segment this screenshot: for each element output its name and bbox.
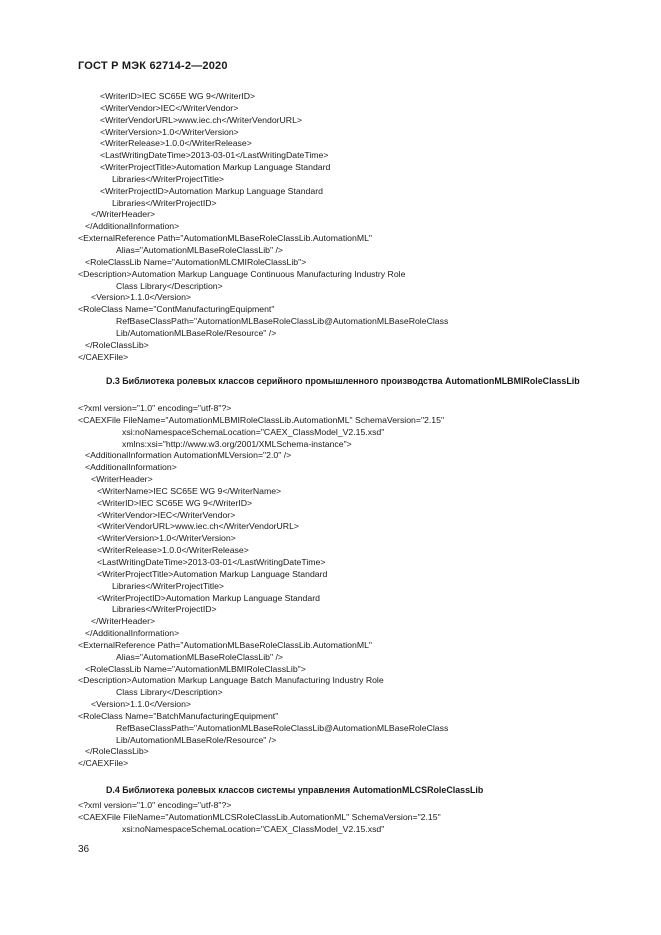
code-line: <WriterVendorURL>www.iec.ch</WriterVendorURL> [100,114,302,125]
code-line: Libraries</WriterProjectID> [112,604,217,615]
page-header: ГОСТ Р МЭК 62714-2—2020 [78,60,228,72]
code-line: Class Library</Description> [116,280,223,291]
section-heading-d3: D.3 Библиотека ролевых классов серийного промышленного производства AutomationMLBMIRoleClassLib [106,376,580,386]
code-line: <Description>Automation Markup Language Batch Manufacturing Industry Role [78,675,384,686]
code-line: <AdditionalInformation> [85,462,177,473]
code-line: </WriterHeader> [91,616,156,627]
code-line: <CAEXFile FileName="AutomationMLCSRoleClassLib.AutomationML" SchemaVersion="2.15" [78,811,441,822]
section-heading-d3-wrap [78,376,638,388]
code-line: <WriterVersion>1.0</WriterVersion> [97,533,236,544]
code-line: <WriterRelease>1.0.0</WriterRelease> [97,545,249,556]
code-line: Libraries</WriterProjectID> [112,197,217,208]
code-line: <LastWritingDateTime>2013-03-01</LastWritingDateTime> [97,556,326,567]
code-line: <RoleClass Name="BatchManufacturingEquipment" [78,710,279,721]
code-line: <?xml version="1.0" encoding="utf-8"?> [78,403,232,413]
code-line: Lib/AutomationMLBaseRole/Resource" /> [116,327,277,338]
code-line: <WriterVendorURL>www.iec.ch</WriterVendorURL> [97,521,299,532]
code-line: </AdditionalInformation> [85,221,180,232]
xml-listing-d4 [78,800,638,836]
code-line: <WriterRelease>1.0.0</WriterRelease> [100,138,252,149]
code-line: <WriterHeader> [91,474,153,485]
code-line: <WriterProjectID>Automation Markup Language Standard [97,592,320,603]
code-line: <RoleClass Name="ContManufacturingEquipment" [78,304,275,315]
code-line: <ExternalReference Path="AutomationMLBaseRoleClassLib.AutomationML" [78,639,372,650]
section-heading-d4-wrap [78,785,638,797]
xml-listing-d2-tail [78,91,638,363]
page-number: 36 [78,844,90,855]
code-line: RefBaseClassPath="AutomationMLBaseRoleClassLib@AutomationMLBaseRoleClass [116,316,449,327]
code-line: <RoleClassLib Name="AutomationMLCMIRoleClassLib"> [85,256,307,267]
code-line: <WriterVendor>IEC</WriterVendor> [97,509,236,520]
code-line: <WriterProjectID>Automation Markup Language Standard [100,185,323,196]
code-line: <WriterProjectTitle>Automation Markup Language Standard [100,162,331,173]
code-line: <CAEXFile FileName="AutomationMLBMIRoleClassLib.AutomationML" SchemaVersion="2.15" [78,414,445,425]
code-line: </WriterHeader> [91,209,156,220]
code-line: <WriterID>IEC SC65E WG 9</WriterID> [100,91,256,101]
xml-listing-d3 [78,403,638,770]
code-line: <Version>1.1.0</Version> [91,699,191,710]
code-line: Lib/AutomationMLBaseRole/Resource" /> [116,734,277,745]
code-line: <WriterVendor>IEC</WriterVendor> [100,102,239,113]
code-line: Alias="AutomationMLBaseRoleClassLib" /> [116,244,283,255]
code-line: RefBaseClassPath="AutomationMLBaseRoleClassLib@AutomationMLBaseRoleClass [116,722,449,733]
code-line: <LastWritingDateTime>2013-03-01</LastWritingDateTime> [100,150,329,161]
code-line: <Version>1.1.0</Version> [91,292,191,303]
section-heading-d4: D.4 Библиотека ролевых классов системы управления AutomationMLCSRoleClassLib [106,785,484,795]
code-line: </RoleClassLib> [85,339,149,350]
code-line: <WriterName>IEC SC65E WG 9</WriterName> [97,485,282,496]
code-line: xmlns:xsi="http://www.w3.org/2001/XMLSchema-instance"> [122,438,352,449]
code-line: </RoleClassLib> [85,746,149,757]
code-line: <?xml version="1.0" encoding="utf-8"?> [78,800,232,810]
code-line: <AdditionalInformation AutomationMLVersion="2.0" /> [85,450,292,461]
code-line: xsi:noNamespaceSchemaLocation="CAEX_ClassModel_V2.15.xsd" [122,823,385,834]
code-line: xsi:noNamespaceSchemaLocation="CAEX_ClassModel_V2.15.xsd" [122,426,385,437]
code-line: <WriterVersion>1.0</WriterVersion> [100,126,239,137]
code-line: Libraries</WriterProjectTitle> [112,580,225,591]
code-line: <ExternalReference Path="AutomationMLBaseRoleClassLib.AutomationML" [78,233,372,244]
code-line: <Description>Automation Markup Language Continuous Manufacturing Industry Role [78,268,406,279]
code-line: <WriterID>IEC SC65E WG 9</WriterID> [97,497,253,508]
code-line: Alias="AutomationMLBaseRoleClassLib" /> [116,651,283,662]
code-line: </CAEXFile> [78,758,129,769]
code-line: Class Library</Description> [116,687,223,698]
code-line: <RoleClassLib Name="AutomationMLBMIRoleClassLib"> [85,663,306,674]
code-line: </AdditionalInformation> [85,628,180,639]
code-line: <WriterProjectTitle>Automation Markup Language Standard [97,568,328,579]
code-line: </CAEXFile> [78,351,129,362]
code-line: Libraries</WriterProjectTitle> [112,173,225,184]
